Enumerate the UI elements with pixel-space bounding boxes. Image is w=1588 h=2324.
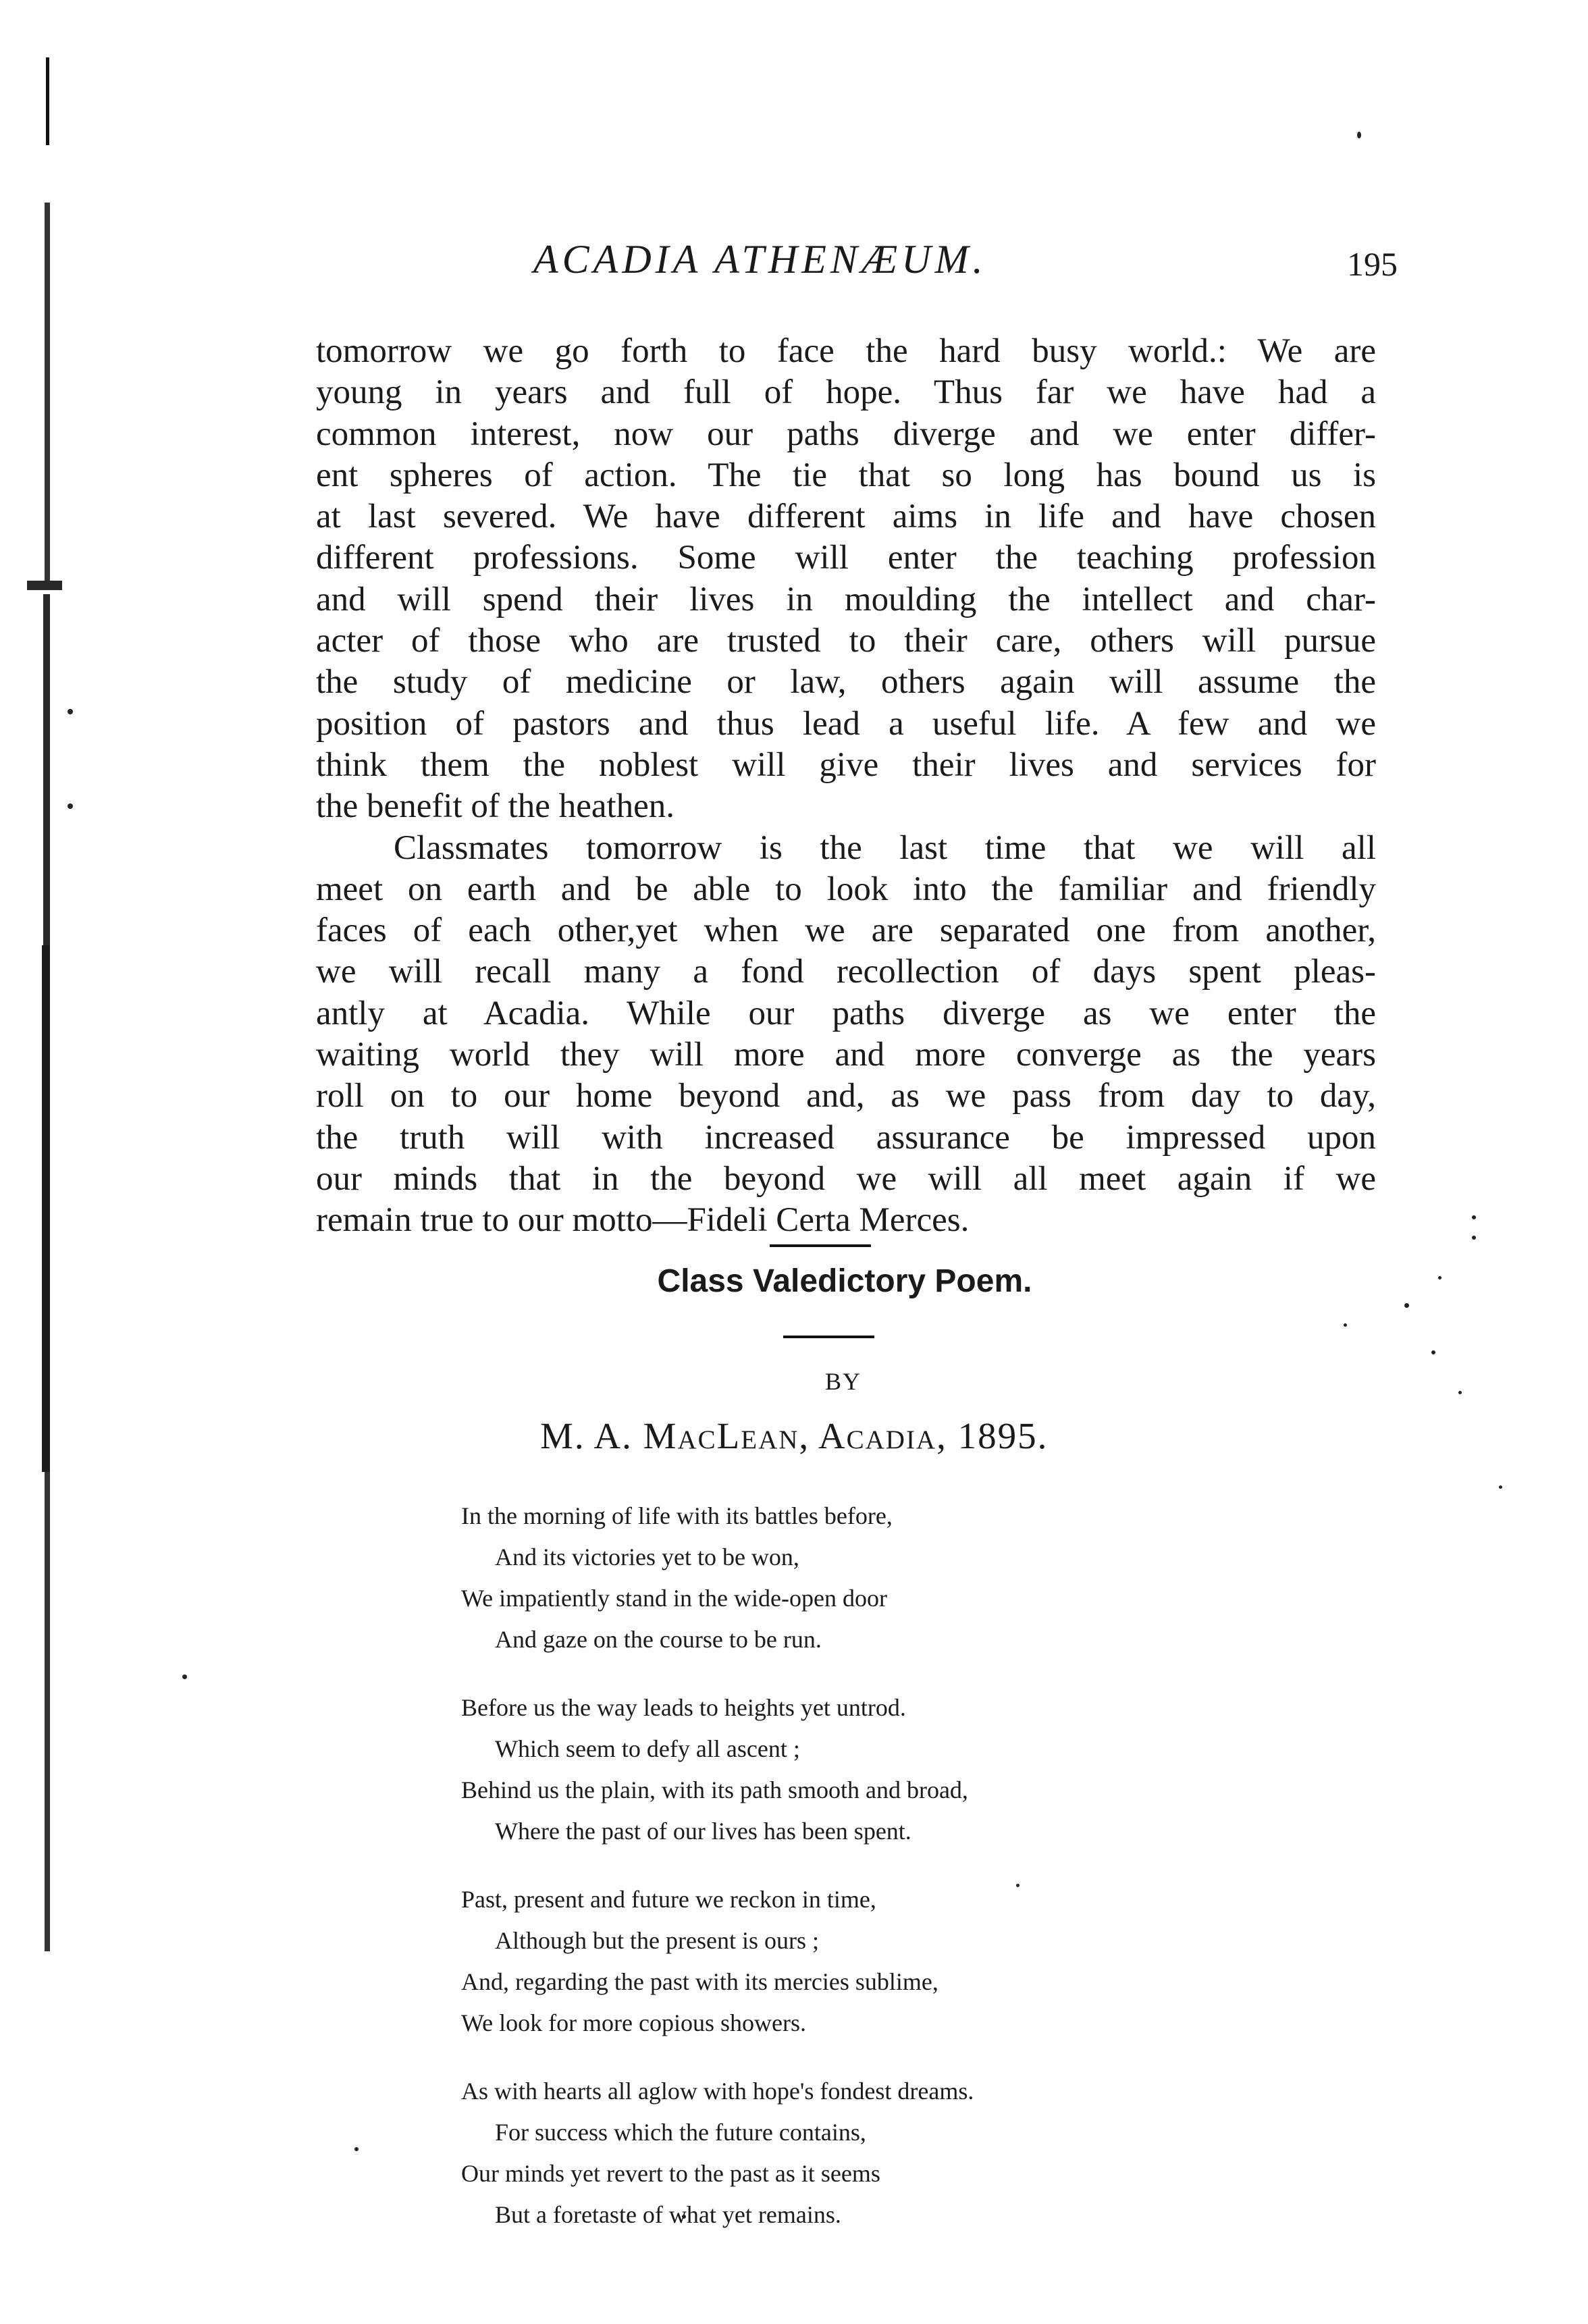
stanza — [461, 1496, 1184, 1660]
text-line: roll on to our home beyond and, as we pass from day to day, — [316, 1077, 1376, 1115]
text-line: the study of medicine or law, others again will assume the — [316, 663, 1376, 702]
text-line: position of pastors and thus lead a useful life. A few and we — [316, 704, 1376, 743]
poem-line: Behind us the plain, with its path smooth and broad, — [461, 1776, 968, 1803]
text-line: at last severed. We have different aims in life and have chosen — [316, 498, 1376, 536]
text-line: tomorrow we go forth to face the hard busy world.: We are — [316, 332, 1376, 370]
text-line: Classmates tomorrow is the last time that we will all — [394, 828, 1376, 867]
stanza — [461, 1879, 1184, 2044]
paragraph — [316, 828, 1376, 1242]
text-line: the truth will with increased assurance be impressed upon — [316, 1118, 1376, 1157]
scan-speck — [182, 1674, 187, 1679]
text-line: faces of each other,yet when we are separated one from another, — [316, 912, 1376, 950]
poem-line: And, regarding the past with its mercies sublime, — [461, 1968, 938, 1995]
binding-edge — [43, 594, 50, 945]
scan-speck — [68, 803, 73, 809]
poem-body — [461, 1496, 1184, 2263]
poem-title — [0, 1263, 1588, 1300]
scan-speck — [1472, 1215, 1476, 1219]
scan-speck — [1431, 1350, 1435, 1354]
scan-speck — [1357, 132, 1361, 138]
poem-title-text: Class Valedictory Poem. — [657, 1263, 1032, 1299]
scan-speck — [1472, 1236, 1476, 1240]
text-line: common interest, now our paths diverge and we enter differ- — [316, 415, 1376, 453]
poem-line: In the morning of life with its battles before, — [461, 1502, 893, 1529]
byline-by: BY — [825, 1368, 862, 1395]
text-line: young in years and full of hope. Thus far we have had a — [316, 373, 1376, 412]
binding-edge — [42, 945, 50, 1472]
text-line: antly at Acadia. While our paths diverge as we enter the — [316, 994, 1376, 1032]
poem-line: Our minds yet revert to the past as it seems — [461, 2160, 880, 2187]
text-line: waiting world they will more and more converge as the years — [316, 1036, 1376, 1074]
stanza — [461, 1687, 1184, 1852]
poem-line: Past, present and future we reckon in time, — [461, 1886, 876, 1913]
poem-line: For success which the future contains, — [495, 2119, 866, 2146]
text-line: ent spheres of action. The tie that so long has bound us is — [316, 456, 1376, 494]
scan-speck — [1458, 1391, 1462, 1394]
poem-line: We look for more copious showers. — [461, 2009, 806, 2036]
page-number: 195 — [1347, 245, 1398, 283]
stanza — [461, 2071, 1184, 2236]
poem-line: But a foretaste of what yet remains. — [495, 2201, 841, 2228]
poem-line: And its victories yet to be won, — [495, 1543, 799, 1570]
section-divider — [770, 1244, 871, 1247]
poem-line: As with hearts all aglow with hope's fondest dreams. — [461, 2078, 974, 2105]
title-divider — [783, 1336, 874, 1338]
poem-author: M. A. MacLean, Acadia, 1895. — [540, 1415, 1049, 1456]
poem-line: Where the past of our lives has been spent. — [495, 1818, 911, 1845]
scan-speck — [1344, 1323, 1347, 1327]
poem-line: Although but the present is ours ; — [495, 1927, 819, 1954]
poem-line: Before us the way leads to heights yet untrod. — [461, 1694, 906, 1721]
binding-edge — [46, 57, 49, 145]
poem-line: And gaze on the course to be run. — [495, 1626, 822, 1653]
text-line: our minds that in the beyond we will all meet again if we — [316, 1159, 1376, 1198]
poem-line: We impatiently stand in the wide-open door — [461, 1585, 887, 1612]
text-line: think them the noblest will give their lives and services for — [316, 745, 1376, 784]
text-line: and will spend their lives in moulding the intellect and char- — [316, 580, 1376, 618]
article-text — [316, 331, 1376, 1242]
text-line: different professions. Some will enter the teaching profession — [316, 539, 1376, 577]
text-line: we will recall many a fond recollection of days spent pleas- — [316, 953, 1376, 991]
binding-edge — [45, 1472, 50, 1951]
running-head: ACADIA ATHENÆUM. — [533, 237, 987, 282]
poem-line: Which seem to defy all ascent ; — [495, 1735, 800, 1762]
scan-speck — [1499, 1485, 1502, 1489]
binding-edge — [45, 203, 50, 581]
text-line: the benefit of the heathen. — [316, 787, 675, 826]
paragraph — [316, 331, 1376, 828]
scan-speck — [1404, 1303, 1409, 1308]
binding-edge — [27, 581, 62, 590]
text-line: remain true to our motto—Fideli Certa Merces. — [316, 1201, 970, 1240]
scan-speck — [68, 709, 73, 714]
scan-speck — [354, 2147, 359, 2151]
text-line: meet on earth and be able to look into the familiar and friendly — [316, 870, 1376, 908]
text-line: acter of those who are trusted to their care, others will pursue — [316, 622, 1376, 660]
